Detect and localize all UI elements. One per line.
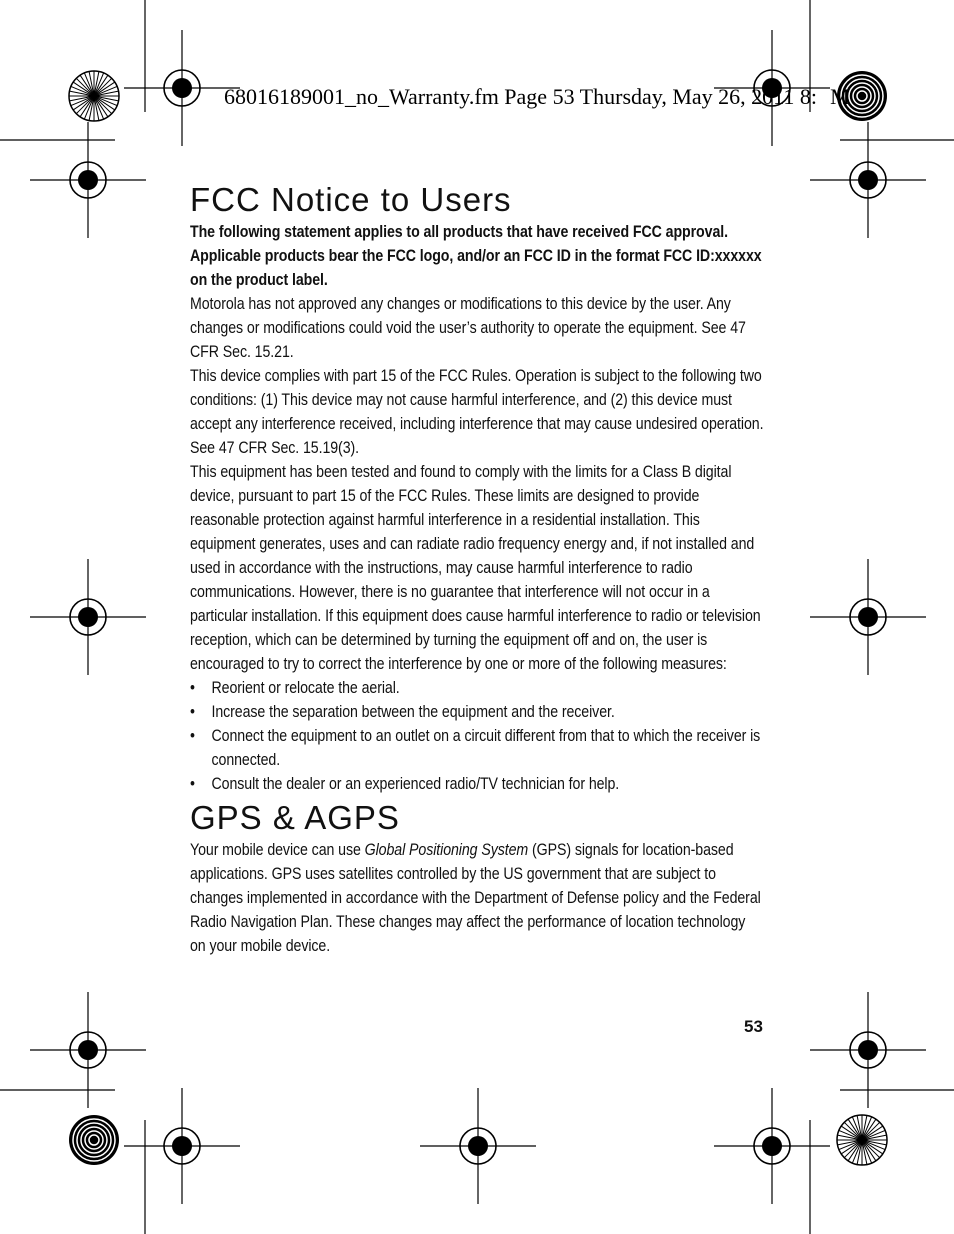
gps-paragraph [190, 838, 764, 958]
gps-text-start: Your mobile device can use [190, 841, 365, 859]
list-item [190, 772, 764, 796]
list-item [190, 700, 764, 724]
fcc-section-title: FCC Notice to Users [190, 181, 512, 218]
file-header-line: 68016189001_no_Warranty.fm Page 53 Thursday, May 26, 2011 8: M [224, 84, 850, 109]
bullet-icon: • [190, 775, 195, 793]
bullet-icon: • [190, 727, 195, 745]
fcc-intro: The following statement applies to all products that have received FCC approval. Applicable products bear the FCC logo, and/or an FCC ID in the format FCC ID:xxxxxx on the product label. [190, 223, 762, 289]
list-item-text: Reorient or relocate the aerial. [211, 679, 400, 697]
fcc-paragraph-part15: This device complies with part 15 of the FCC Rules. Operation is subject to the following two conditions: (1) This device may not cause harmful interference, and (2) this device must accept any interference received, including interference that may cause undesired operation. See 47 CFR Sec. 15.19(3). [190, 367, 764, 457]
page-content [190, 180, 765, 958]
gps-section-title: GPS & AGPS [190, 799, 400, 836]
gps-term: Global Positioning System [364, 841, 529, 859]
bullet-icon: • [190, 703, 195, 721]
fcc-paragraph-class-b: This equipment has been tested and found to comply with the limits for a Class B digital device, pursuant to part 15 of the FCC Rules. These limits are designed to provide reasonable protection against harmful interference in a residential installation. This equipment generates, uses and can radiate radio frequency energy and, if not installed and used in accordance with the instructions, may cause harmful interference to radio communications. However, there is no guarantee that interference will not occur in a particular installation. If this equipment does cause harmful interference to radio or television reception, which can be determined by turning the equipment off and on, the user is encouraged to try to correct the interference by one or more of the following measures: [190, 463, 761, 673]
bullet-icon: • [190, 679, 195, 697]
list-item-text: Consult the dealer or an experienced radio/TV technician for help. [211, 775, 620, 793]
fcc-measures-list [190, 676, 764, 796]
fcc-paragraph-modifications: Motorola has not approved any changes or modifications to this device by the user. Any changes or modifications could void the user’s authority to operate the equipment. See 47 CFR Sec. 15.21. [190, 295, 746, 361]
list-item [190, 676, 764, 700]
list-item-text: Connect the equipment to an outlet on a circuit different from that to which the receiver is connected. [211, 727, 761, 769]
page-number: 53 [744, 1017, 763, 1036]
list-item [190, 724, 764, 772]
gps-text-end: (GPS) signals for location-based applications. GPS uses satellites controlled by the US government that are subject to changes implemented in accordance with the Department of Defense policy and the Federal Radio Navigation Plan. These changes may affect the performance of location technology on your mobile device. [190, 841, 761, 955]
list-item-text: Increase the separation between the equipment and the receiver. [211, 703, 615, 721]
